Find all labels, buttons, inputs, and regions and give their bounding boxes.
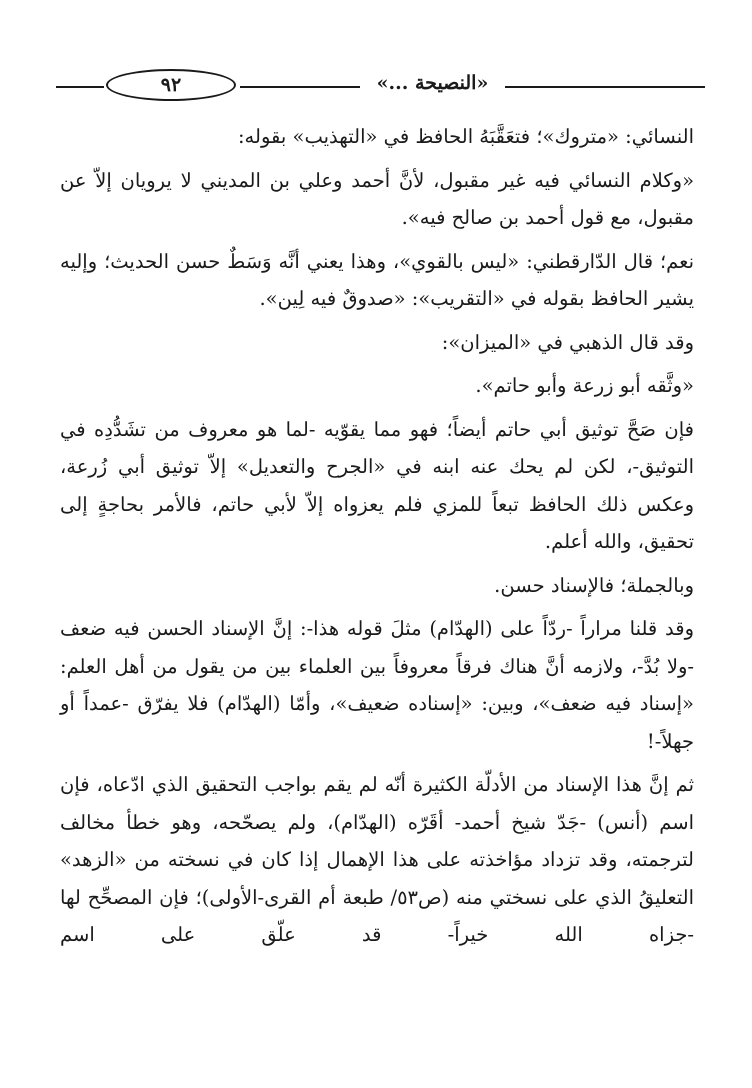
paragraph: النسائي: «متروك»؛ فتعَقَّبَهُ الحافظ في «التهذيب» بقوله: [237, 125, 694, 148]
paragraph: وقد قلنا مراراً -ردّاً على (الهدّام) مثلَ قوله هذا-: إنَّ الإسناد الحسن فيه ضعف -ولا بُدَّ-، ولازمه أنَّ هناك فرقاً معروفاً بين العلماء بين من يقول من أهل العلم: «إسناد فيه ضعف»، وبين: «إسناده ضعيف»، وأمّا (الهدّام) فلا يفرّق -عمداً أو جهلاً-! [60, 617, 694, 753]
header-rule-left [56, 86, 104, 88]
page-number: ٩٢ [106, 69, 236, 101]
running-title: «النصيحة ...» [376, 72, 489, 94]
paragraph: وبالجملة؛ فالإسناد حسن. [494, 573, 694, 597]
paragraph: وقد قال الذهبي في «الميزان»: [441, 330, 694, 354]
quote-paragraph: «وكلام النسائي فيه غير مقبول، لأنَّ أحمد وعلي بن المديني لا يرويان إلاّ عن مقبول، مع قول أحمد بن صالح فيه». [60, 168, 694, 229]
page-header [50, 64, 705, 104]
paragraph: نعم؛ قال الدّارقطني: «ليس بالقوي»، وهذا يعني أنَّه وَسَطٌ حسن الحديث؛ وإليه يشير الحافظ بقوله في «التقريب»: «صدوقٌ فيه لِين». [60, 249, 694, 310]
body-text [60, 118, 694, 960]
header-rule-middle [240, 86, 360, 88]
quote-paragraph: «وثَّقه أبو زرعة وأبو حاتم». [475, 374, 694, 397]
header-rule-right [505, 86, 705, 88]
paragraph: ثم إنَّ هذا الإسناد من الأدلّة الكثيرة أنّه لم يقم بواجب التحقيق الذي ادّعاه، فإن اسم (أنس) -جَدّ شيخ أحمد- أقَرّه (الهدّام)، ولم يصحّحه، وهو خطأ مخالف لترجمته، وقد تزداد مؤاخذته على هذا الإهمال إذا كان في نسخته من «الزهد» التعليقُ الذي على نسختي منه (ص٥٣/ طبعة أم القرى-الأولى)؛ فإن المصحِّح لها -جزاه الله خيراً- قد علّق على اسم [60, 773, 694, 946]
paragraph: فإن صَحَّ توثيق أبي حاتم أيضاً؛ فهو مما يقوّيه -لما هو معروف من تشَدُّدِه في التوثيق-، لكن لم يحك عنه ابنه في «الجرح والتعديل» إلاّ توثيق أبي زُرعة، وعكس ذلك الحافظ تبعاً للمزي فلم يعزواه إلاّ لأبي حاتم، فالأمر بحاجةٍ إلى تحقيق، والله أعلم. [60, 417, 694, 553]
